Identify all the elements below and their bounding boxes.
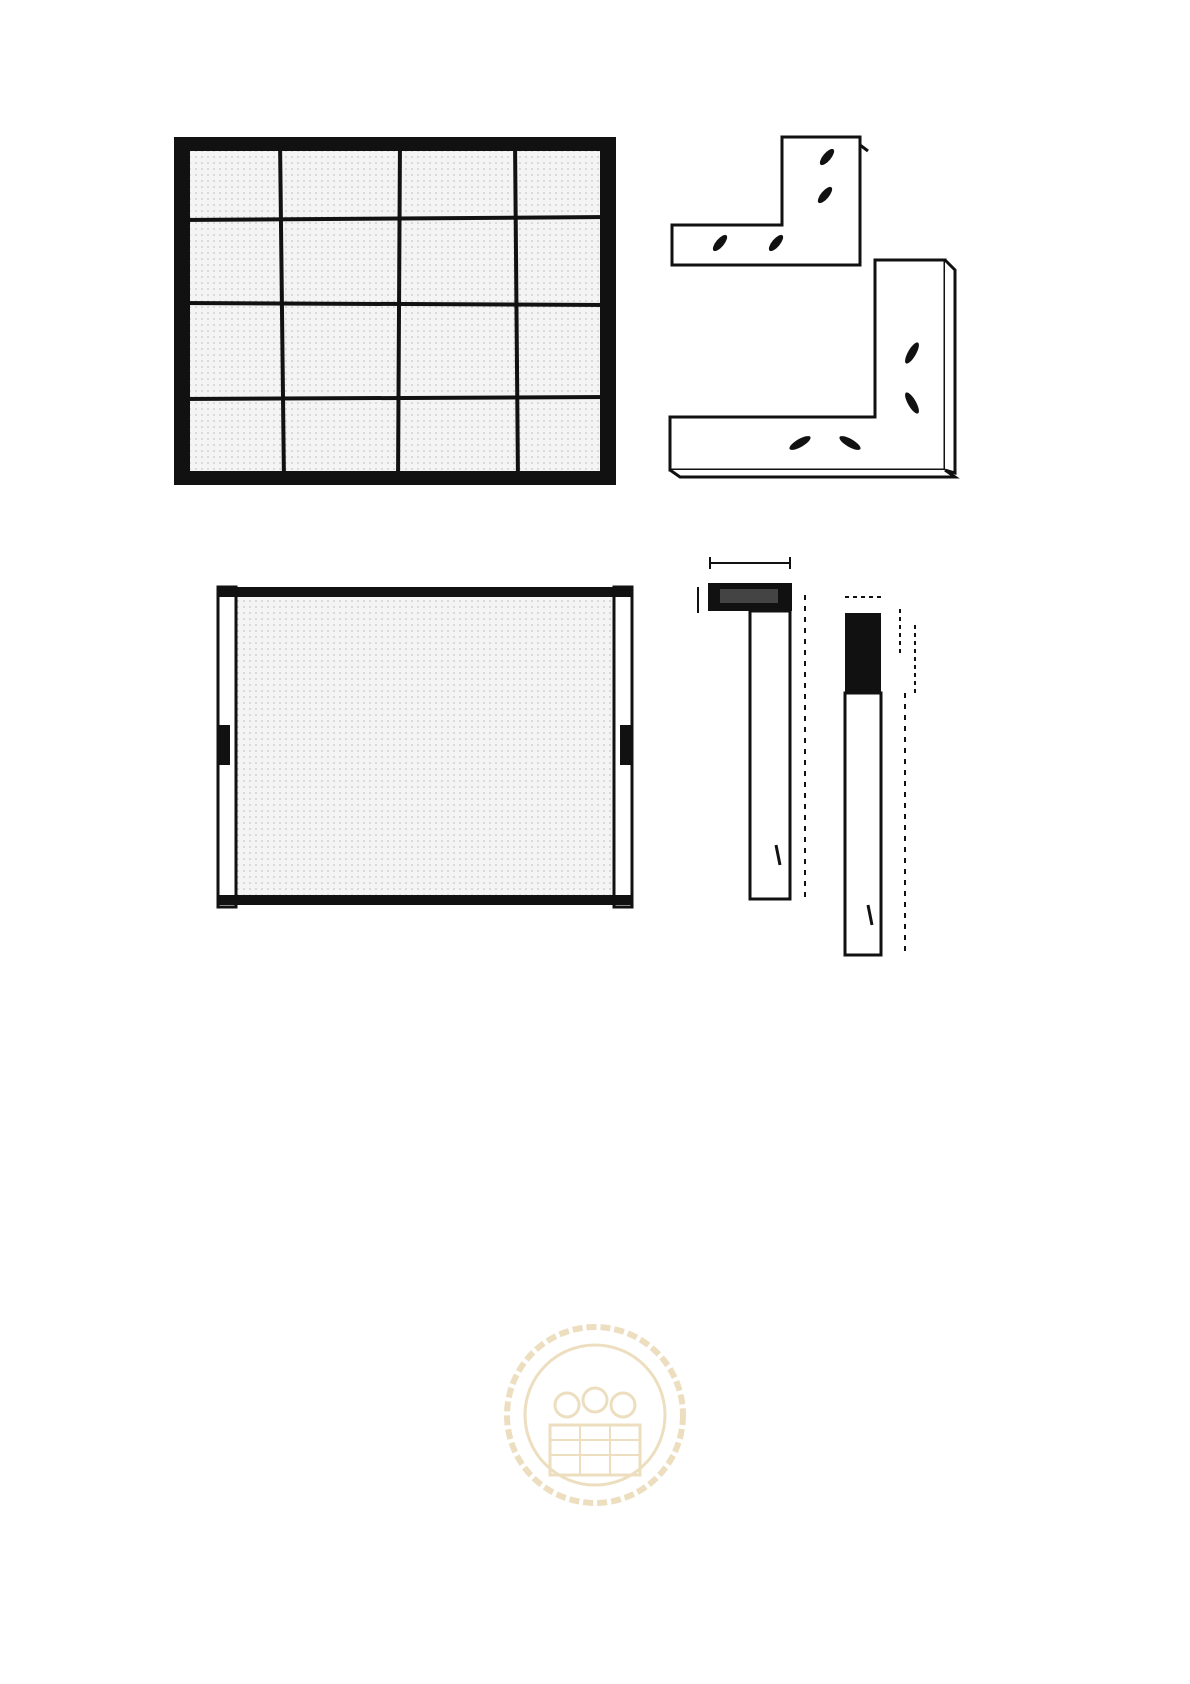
l-shape-sample-bottom <box>670 260 955 477</box>
dimension-sample-1 <box>698 557 805 900</box>
l-shape-sample-top <box>672 137 868 265</box>
dimension-sample-2 <box>845 597 915 955</box>
panel-a-grid-frame <box>174 137 616 485</box>
figure-grid-sampling <box>140 125 1055 1050</box>
figure-svg <box>140 125 1055 1050</box>
watermark-logo <box>495 1305 695 1535</box>
panel-b-grid-frame <box>218 587 632 907</box>
